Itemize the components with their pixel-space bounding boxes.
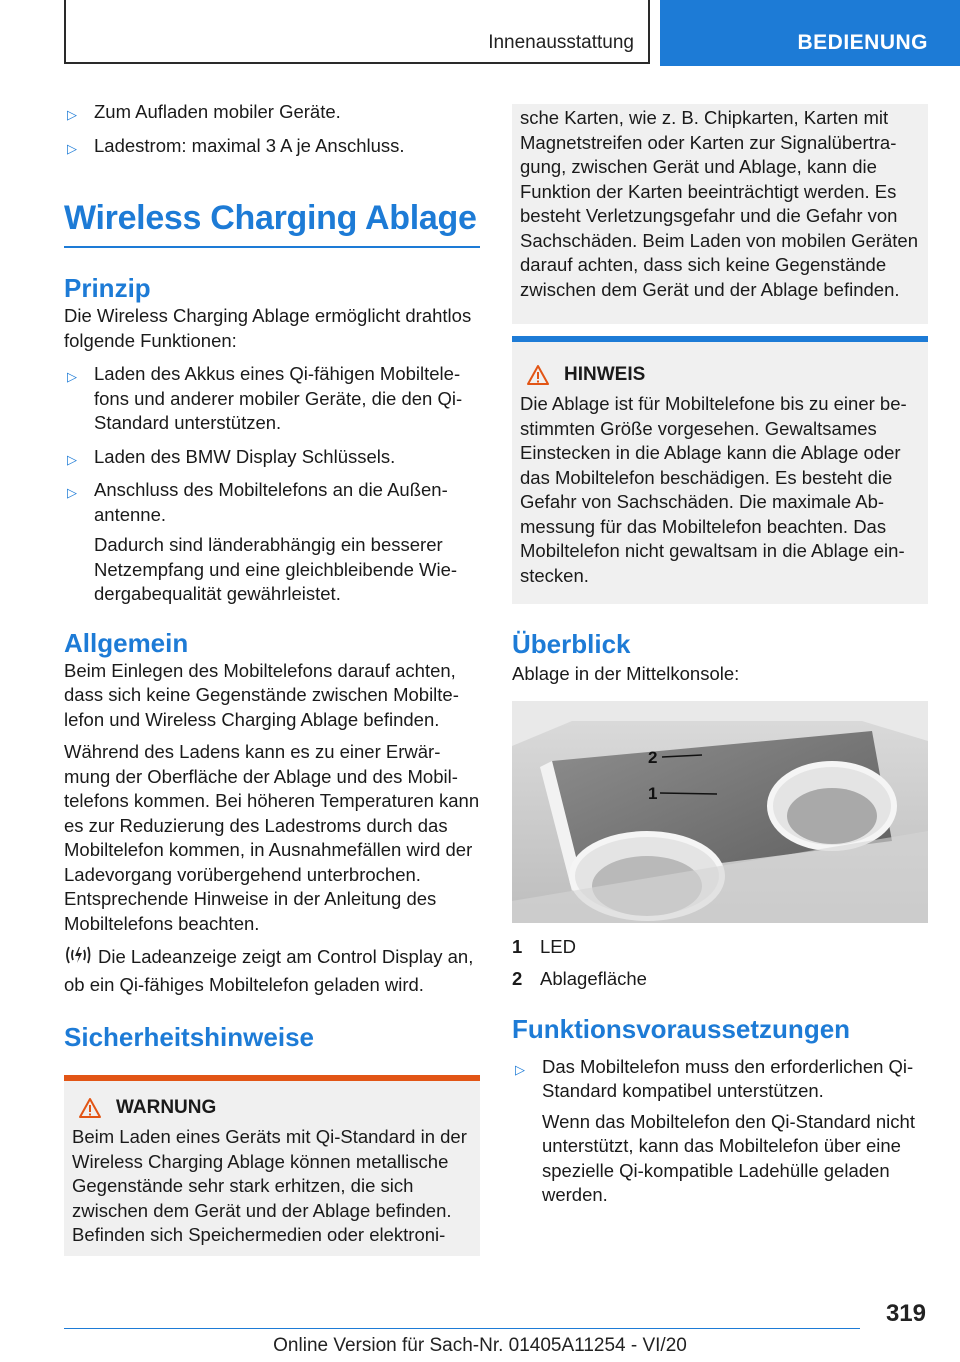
- header-frame: [64, 0, 650, 64]
- note-box: [512, 342, 928, 604]
- ueberblick-intro: Ablage in der Mittelkonsole:: [512, 663, 740, 684]
- list-item: ▷ Anschluss des Mobiltelefons an die Außenantenne.: [67, 479, 448, 525]
- right-column: [512, 104, 928, 1208]
- bullet-note: Dadurch sind länderabhängig ein besserer Netzempfang und eine gleichbleibende Wiedergabequalität gewährleistet.: [94, 534, 458, 604]
- triangle-bullet-icon: ▷: [67, 369, 77, 384]
- legend-item: 2 Ablagefläche: [512, 967, 647, 989]
- note-text: Die Ablage ist für Mobiltelefone bis zu einer bestimmten Größe vorgesehen. Gewaltsames Einstecken in die Ablage kann die Ablage oder das Mobiltelefon beschädigen. Es besteht die Gefahr von Sachschäden. Die maximale Abmessung für das Mobiltelefon beachten. Das Mobiltelefon nicht gewaltsam in die Ablage einstecken.: [520, 393, 907, 586]
- page-title: Wireless Charging Ablage: [64, 199, 477, 237]
- heading-prinzip: Prinzip: [64, 273, 151, 303]
- heading-ueberblick: Überblick: [512, 629, 631, 659]
- triangle-bullet-icon: ▷: [67, 107, 77, 122]
- footer-rule: [64, 1328, 860, 1329]
- wireless-charging-icon: [64, 944, 92, 973]
- callout-1: 1: [648, 783, 658, 803]
- left-column: [64, 100, 480, 1256]
- header-section-title: Innenausstattung: [488, 32, 634, 53]
- header-chapter-label: BEDIENUNG: [797, 31, 928, 54]
- triangle-bullet-icon: ▷: [515, 1061, 525, 1077]
- list-item: ▷ Ladestrom: maximal 3 A je Anschluss.: [64, 134, 480, 159]
- list-item: ▷ Laden des Akkus eines Qi-fähigen Mobiltelefons und anderer mobiler Geräte, die den Qi-Standard unterstützen.: [67, 363, 463, 433]
- prinzip-intro: Die Wireless Charging Ablage ermöglicht drahtlos folgende Funktionen:: [64, 305, 472, 351]
- warning-header: [72, 1097, 472, 1119]
- heading-allgemein: Allgemein: [64, 627, 189, 658]
- legend: [512, 931, 928, 995]
- warning-icon: [78, 1097, 102, 1119]
- bullet-note: Wenn das Mobiltelefon den Qi-Standard nicht unterstützt, kann das Mobiltelefon über eine spezielle Qi-kompatible Ladehülle geladen werden.: [542, 1110, 915, 1205]
- list-item: ▷ Laden des BMW Display Schlüssels.: [64, 445, 480, 470]
- header-chapter-tab: [660, 0, 960, 66]
- footer-text: [0, 1335, 960, 1357]
- triangle-bullet-icon: ▷: [67, 485, 77, 500]
- page-number: 319: [885, 1300, 926, 1327]
- note-header: [520, 364, 920, 386]
- triangle-bullet-icon: ▷: [67, 451, 77, 467]
- warning-box-continued: [512, 104, 928, 324]
- note-title: HINWEIS: [564, 364, 646, 385]
- callout-2: 2: [648, 747, 658, 767]
- heading-funktion: Funktionsvoraussetzungen: [512, 1013, 851, 1044]
- legend-item: 1 LED: [512, 935, 576, 957]
- list-item: ▷ Das Mobiltelefon muss den erforderlichen Qi-Standard kompatibel unterstützen.: [515, 1055, 914, 1101]
- footer-version: Online Version für Sach-Nr. 01405A11254 - VI/20: [273, 1335, 687, 1356]
- allgemein-paragraph-1: Beim Einlegen des Mobiltelefons darauf achten, dass sich keine Gegenstände zwischen Mobiltelefon und Wireless Charging Ablage befinden.: [64, 659, 459, 730]
- heading-sicherheit: Sicherheitshinweise: [64, 1022, 314, 1052]
- list-item: ▷ Zum Aufladen mobiler Geräte.: [64, 100, 480, 125]
- triangle-bullet-icon: ▷: [67, 140, 77, 156]
- allgemein-paragraph-2: Während des Ladens kann es zu einer Erwärmung der Oberfläche der Ablage und des Mobiltelefons kommen. Bei höheren Temperaturen kann es zur Reduzierung des Ladestroms durch das Mobiltelefon kommen, in Ausnahmefällen wird der Ladevorgang vorübergehend unterbrochen. Entsprechende Hinweise in der Anleitung des Mobiltelefons beachten.: [64, 741, 480, 934]
- warning-text-continued: sche Karten, wie z. B. Chipkarten, Karten mit Magnetstreifen oder Karten zur Signalübertragung, zwischen Gerät und Ablage, kann die Funktion der Karten beeinträchtigt werden. Es besteht Verletzungsgefahr und die Gefahr von Sachschäden. Beim Laden von mobilen Geräten darauf achten, dass sich keine Gegenstände zwischen dem Gerät und der Ablage befinden.: [520, 107, 919, 300]
- warning-icon: [526, 364, 550, 386]
- warning-box: [64, 1081, 480, 1256]
- allgemein-paragraph-3: Die Ladeanzeige zeigt am Control Display an, ob ein Qi-fähiges Mobiltelefon geladen wird.: [64, 946, 474, 995]
- center-console-image: [512, 701, 928, 923]
- warning-title: WARNUNG: [116, 1097, 217, 1118]
- warning-text: Beim Laden eines Geräts mit Qi-Standard in der Wireless Charging Ablage können metallische Gegenstände sehr stark erhitzen, die sich zwischen dem Gerät und der Ablage befinden. Befinden sich Speichermedien oder elektroni-: [72, 1126, 467, 1245]
- title-rule: [64, 246, 480, 248]
